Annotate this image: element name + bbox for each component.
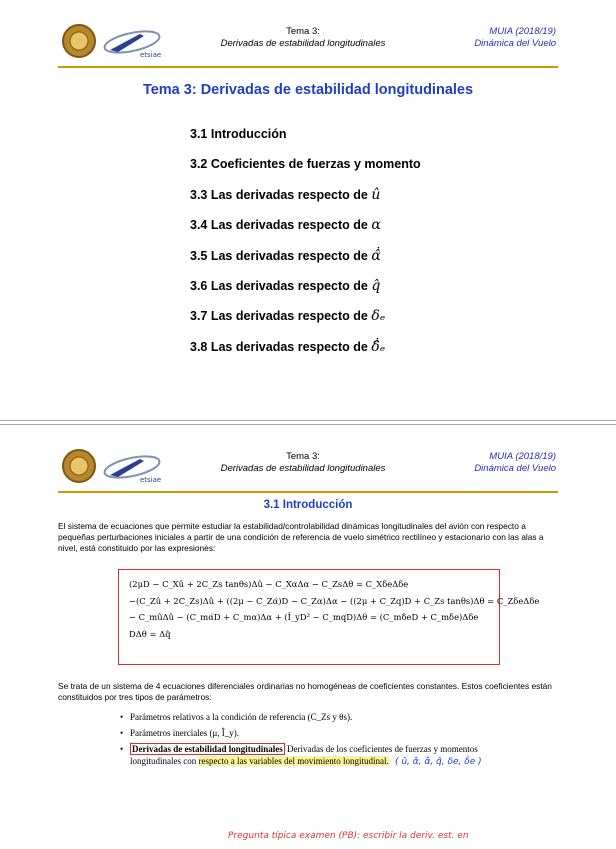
header-subtitle: Derivadas de estabilidad longitudinales <box>220 463 386 474</box>
slide-title: 3.1 Introducción <box>263 499 353 511</box>
header-center <box>178 26 428 50</box>
slide-header <box>58 20 558 68</box>
list-item: • Parámetros relativos a la condición de referencia (C_Zs y θs). <box>120 711 520 723</box>
equations-box <box>118 569 540 665</box>
header-course: MUIA (2018/19) <box>489 26 556 37</box>
toc-item: 3.2 Coeficientes de fuerzas y momento <box>190 157 421 172</box>
header-center <box>178 451 428 475</box>
equation-line: DΔθ = Δq̂ <box>129 628 171 639</box>
equation-line: −(C_Zû + 2C_Zs)Δû + ((2μ − C_Zα̇)D − C_Zα)Δα − ((2μ + C_Zq)D + C_Zs tanθs)Δθ = C_ZδeΔδe <box>129 595 540 606</box>
equation-line: (2μD − C_Xû + 2C_Zs tanθs)Δû − C_XαΔα − C_ZsΔθ = C_XδeΔδe <box>129 579 409 589</box>
toc-item: 3.4 Las derivadas respecto de α <box>190 217 381 234</box>
header-course: MUIA (2018/19) <box>489 451 556 462</box>
university-seal-logo <box>62 24 96 58</box>
handwritten-note: Pregunta típica examen (PB): escribir la deriv. est. en <box>228 831 469 841</box>
intro-paragraph: El sistema de ecuaciones que permite estudiar la estabilidad/controlabilidad dinámicas longitudinales del avión con respecto a pequeñas perturbaciones iniciales a partir de una condición de referencia de vuelo simétrico rectilíneo y estacionario con las alas a nivel, está constituido por las expresiones: <box>58 521 544 553</box>
etsiae-logo <box>100 451 170 485</box>
svg-text:etsiae: etsiae <box>140 476 162 484</box>
toc-item: 3.7 Las derivadas respecto de δₑ <box>190 308 386 325</box>
header-right <box>438 26 556 50</box>
list-item: • Parámetros inerciales (μ, Î_y). <box>120 727 520 739</box>
header-right <box>438 451 556 475</box>
header-subject: Dinámica del Vuelo <box>474 463 556 474</box>
toc-item: 3.3 Las derivadas respecto de û <box>190 186 381 203</box>
toc-item: 3.1 Introducción <box>190 127 287 141</box>
etsiae-logo <box>100 26 170 60</box>
university-seal-logo <box>62 449 96 483</box>
table-of-contents <box>190 127 421 370</box>
header-subtitle: Derivadas de estabilidad longitudinales <box>220 38 386 49</box>
toc-item: 3.5 Las derivadas respecto de α̂̇ <box>190 247 381 264</box>
slide-title: Tema 3: Derivadas de estabilidad longitudinales <box>142 82 474 98</box>
equation-line: − C_mûΔû − (C_mα̇D + C_mα)Δα + (Î_yD² − C_mqD)Δθ = (C_mδ̇eD + C_mδe)Δδe <box>129 612 479 622</box>
handwritten-variables: ( û, α̂, α̂̇, q̂, δe, δ̇e ) <box>394 757 482 767</box>
toc-item: 3.6 Las derivadas respecto de q̂ <box>190 277 381 294</box>
header-topic: Tema 3: <box>286 26 320 37</box>
highlighted-text: respecto a las variables del movimiento longitudinal. <box>198 756 389 766</box>
header-topic: Tema 3: <box>286 451 320 462</box>
slide-1 <box>0 0 616 421</box>
slide-2 <box>0 424 616 849</box>
system-description: Se trata de un sistema de 4 ecuaciones diferenciales ordinarias no homogéneas de coeficientes constantes. Estos coeficientes están constituidos por tres tipos de parámetros: <box>58 681 552 702</box>
parameter-list <box>120 711 520 772</box>
header-subject: Dinámica del Vuelo <box>474 38 556 49</box>
list-item: • Derivadas de estabilidad longitudinales Derivadas de los coeficientes de fuerzas y momentos longitudinales con respecto a las variables del movimiento longitudinal. ( û, α̂, α̂̇, q̂, δe, δ̇e ) <box>120 743 520 768</box>
boxed-term: Derivadas de estabilidad longitudinales <box>132 744 283 754</box>
svg-text:etsiae: etsiae <box>140 51 162 59</box>
slide-header <box>58 445 558 493</box>
toc-item: 3.8 Las derivadas respecto de δ̂̇ₑ <box>190 338 386 355</box>
